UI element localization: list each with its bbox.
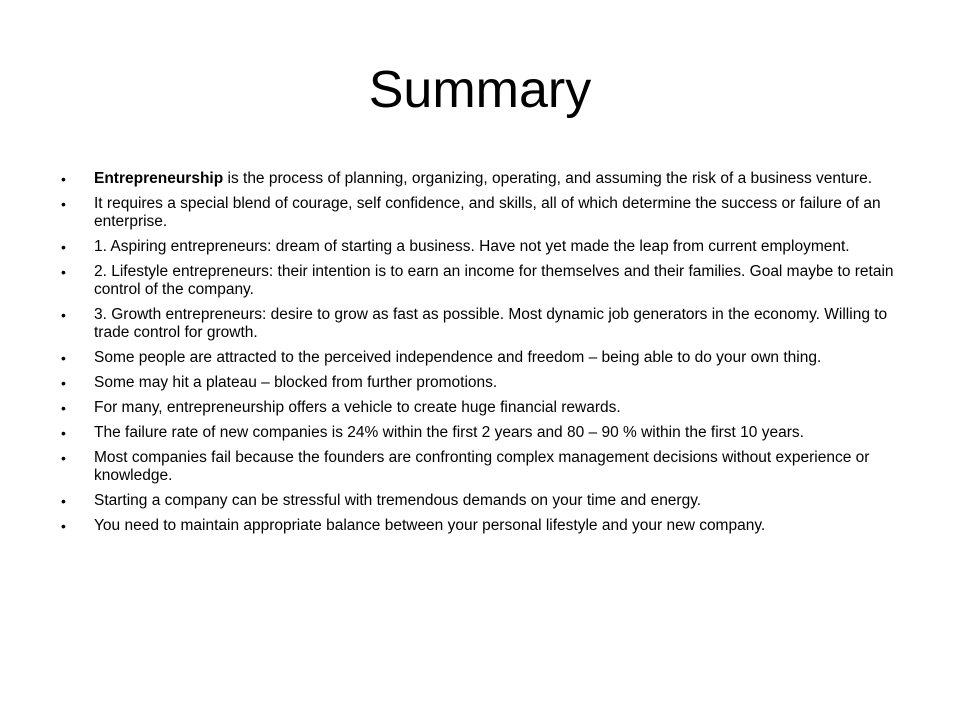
bullet-item <box>94 517 914 535</box>
bullet-text: 1. Aspiring entrepreneurs: dream of starting a business. Have not yet made the leap from current employment. <box>94 238 850 255</box>
bullet-item <box>94 424 914 442</box>
bullet-item <box>94 306 914 342</box>
bullet-item <box>94 195 914 231</box>
bullet-item <box>94 374 914 392</box>
bullet-text: Some may hit a plateau – blocked from further promotions. <box>94 374 498 391</box>
bullet-text: Starting a company can be stressful with tremendous demands on your time and energy. <box>94 492 702 509</box>
slide-title: Summary <box>368 61 592 119</box>
bullet-item <box>94 263 914 299</box>
bullet-text: 2. Lifestyle entrepreneurs: their intention is to earn an income for themselves and their families. Goal maybe to retain control of the company. <box>94 263 894 298</box>
bullet-text: Most companies fail because the founders are confronting complex management decisions without experience or knowledge. <box>94 449 870 484</box>
bullet-text: Some people are attracted to the perceived independence and freedom – being able to do your own thing. <box>94 349 822 366</box>
bullet-text: You need to maintain appropriate balance between your personal lifestyle and your new company. <box>94 517 766 534</box>
bullet-item <box>94 238 914 256</box>
bullet-item <box>94 349 914 367</box>
bullet-item <box>94 492 914 510</box>
bullet-item <box>94 449 914 485</box>
bullet-text: is the process of planning, organizing, operating, and assuming the risk of a business venture. <box>223 170 873 187</box>
bullet-list <box>94 170 914 542</box>
bullet-bold-text: Entrepreneurship <box>94 170 224 187</box>
bullet-item <box>94 399 914 417</box>
bullet-text: It requires a special blend of courage, self confidence, and skills, all of which determine the success or failure of an enterprise. <box>94 195 881 230</box>
bullet-text: For many, entrepreneurship offers a vehicle to create huge financial rewards. <box>94 399 621 416</box>
bullet-text: 3. Growth entrepreneurs: desire to grow as fast as possible. Most dynamic job generators in the economy. Willing to trade control for growth. <box>94 306 888 341</box>
bullet-text: The failure rate of new companies is 24% within the first 2 years and 80 – 90 % within the first 10 years. <box>94 424 804 441</box>
bullet-item <box>94 170 914 188</box>
